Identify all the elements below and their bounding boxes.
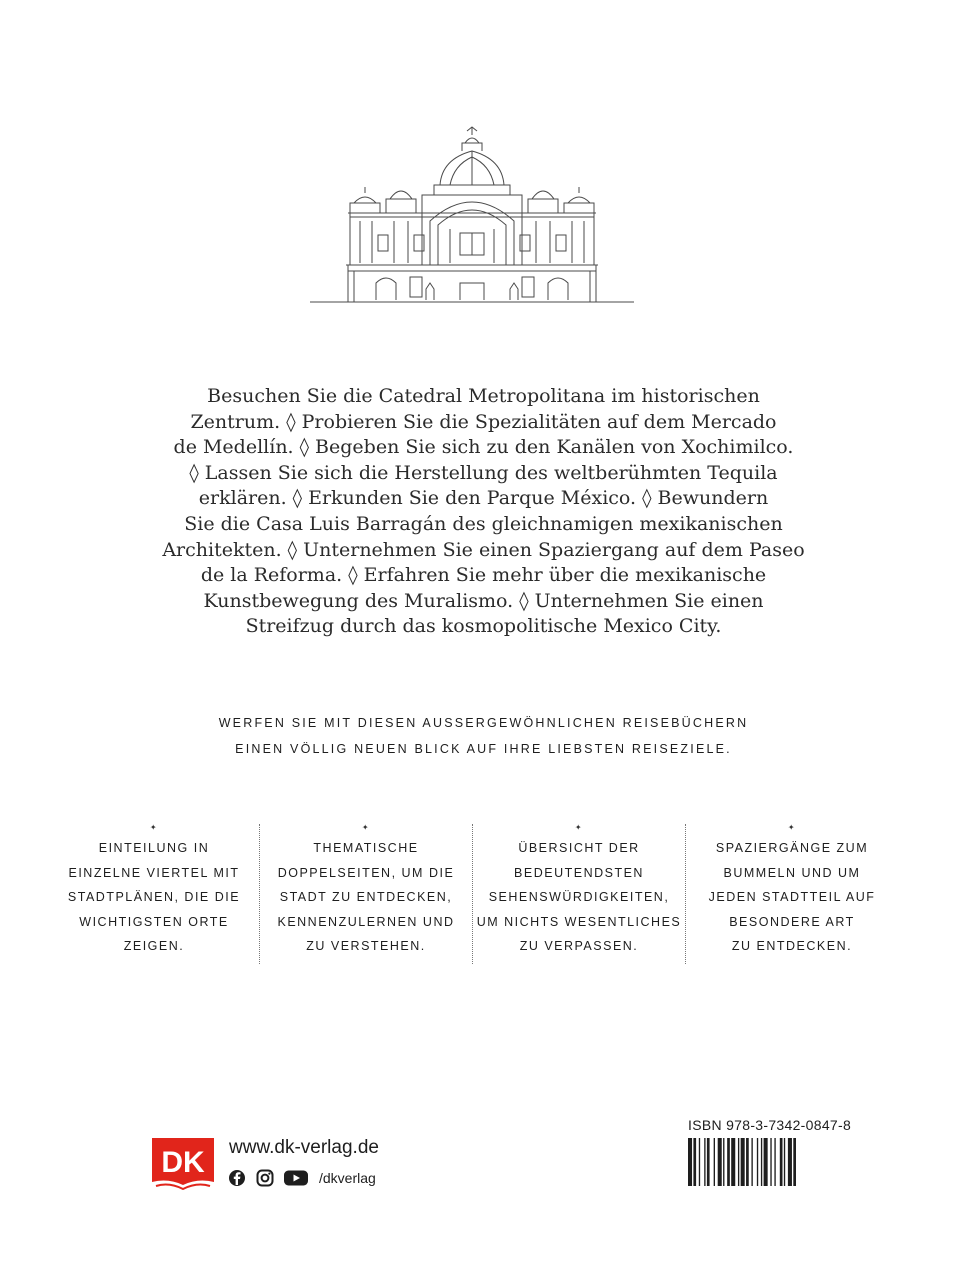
barcode-bar [788,1138,792,1186]
feature-line: SPAZIERGÄNGE ZUM [715,841,869,855]
star-icon: ✦ [574,823,584,832]
blurb-line: Architekten. ◊ Unternehmen Sie einen Spaziergang auf dem Paseo [162,538,805,561]
barcode-bar [718,1138,722,1186]
palacio-de-bellas-artes-illustration [310,125,634,307]
barcode-bar [704,1138,705,1186]
tagline [0,710,967,762]
social-links [227,1167,376,1189]
barcode-bar [731,1138,735,1186]
website-link[interactable]: www.dk-verlag.de [229,1137,379,1158]
feature-column [260,822,472,964]
barcode-bar [741,1138,745,1186]
feature-line: ZU VERPASSEN. [519,939,639,953]
tagline-line: EINEN VÖLLIG NEUEN BLICK AUF IHRE LIEBSTEN REISEZIELE. [235,742,732,756]
star-icon: ✦ [361,823,371,832]
barcode-bar [714,1138,715,1186]
feature-line: BEDEUTENDSTEN [514,865,644,880]
blurb-line: Kunstbewegung des Muralismo. ◊ Unternehmen Sie einen [203,589,764,612]
barcode-bar [774,1138,775,1186]
barcode-bar [738,1138,739,1186]
feature-column [686,822,898,964]
isbn-number: ISBN 978-3-7342-0847-8 [688,1117,852,1133]
feature-line: THEMATISCHE [313,841,419,855]
feature-line: BESONDERE ART [729,914,855,929]
barcode-bar [793,1138,796,1186]
feature-line: STADT ZU ENTDECKEN, [279,890,453,904]
barcode-bar [761,1138,762,1186]
feature-column [473,822,685,964]
blurb-text [160,384,807,640]
dk-logo-text: DK [161,1146,205,1179]
tagline-line: WERFEN SIE MIT DIESEN AUSSERGEWÖHNLICHEN REISEBÜCHERN [218,716,749,730]
isbn-barcode [688,1138,844,1186]
barcode-bar [707,1138,710,1186]
feature-line: ÜBERSICHT DER [518,841,640,855]
instagram-icon[interactable] [255,1168,275,1188]
feature-line: ZU VERSTEHEN. [306,939,426,953]
feature-line: EINTEILUNG IN [98,841,210,855]
youtube-icon[interactable] [283,1168,309,1188]
barcode-bar [723,1138,724,1186]
feature-columns [48,822,918,964]
barcode-bar [727,1138,730,1186]
feature-line: KENNENZULERNEN UND [277,914,455,929]
barcode-bar [751,1138,752,1186]
blurb-line: erklären. ◊ Erkunden Sie den Parque México. ◊ Bewundern [198,487,769,510]
barcode-bar [764,1138,768,1186]
barcode-bar [780,1138,783,1186]
barcode-bar [784,1138,785,1186]
feature-line: ZU ENTDECKEN. [731,939,853,953]
blurb-line: de Medellín. ◊ Begeben Sie sich zu den Kanälen von Xochimilco. [173,436,794,459]
barcode-bar [746,1138,749,1186]
feature-line: SEHENSWÜRDIGKEITEN, [488,890,670,904]
blurb-line: Besuchen Sie die Catedral Metropolitana im historischen [207,385,760,407]
barcode-bar [693,1138,696,1186]
star-icon: ✦ [149,823,159,832]
feature-line: WICHTIGSTEN ORTE [79,914,229,929]
feature-line: DOPPELSEITEN, UM DIE [277,865,455,880]
feature-line: JEDEN STADTTEIL AUF [708,890,876,904]
blurb-line: de la Reforma. ◊ Erfahren Sie mehr über die mexikanische [200,564,767,587]
feature-line: EINZELNE VIERTEL MIT [68,865,240,880]
barcode-bar [770,1138,771,1186]
blurb-line: Sie die Casa Luis Barragán des gleichnamigen mexikanischen [184,512,783,535]
feature-column [48,822,260,964]
dk-logo [152,1138,214,1190]
barcode-bar [757,1138,758,1186]
social-handle: /dkverlag [319,1170,376,1186]
feature-line: BUMMELN UND UM [723,865,861,880]
blurb-line: Zentrum. ◊ Probieren Sie die Spezialitäten auf dem Mercado [190,410,777,433]
feature-line: ZEIGEN. [123,939,185,953]
star-icon: ✦ [787,823,797,832]
blurb-line: Streifzug durch das kosmopolitische Mexico City. [245,615,722,638]
barcode-bar [699,1138,700,1186]
facebook-icon[interactable] [227,1168,247,1188]
feature-line: STADTPLÄNEN, DIE DIE [67,890,241,904]
blurb-line: ◊ Lassen Sie sich die Herstellung des weltberühmten Tequila [189,461,778,484]
barcode-bar [688,1138,692,1186]
feature-line: UM NICHTS WESENTLICHES [476,914,682,929]
